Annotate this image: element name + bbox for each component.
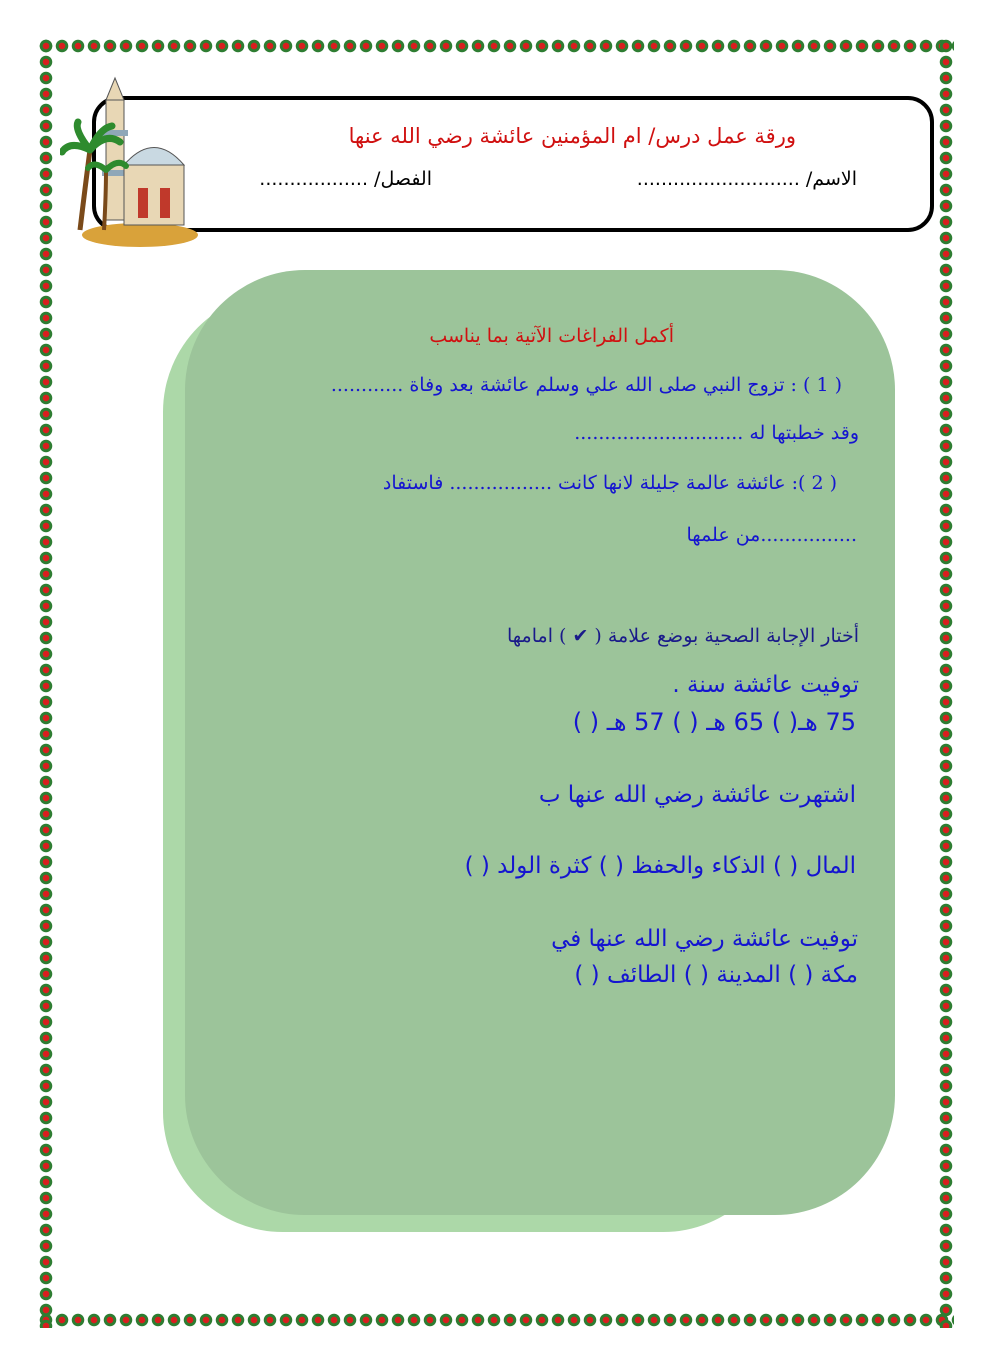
border-top [38,38,954,54]
header-box [92,96,934,232]
fill-question-1-line1: ( 1 ) : تزوج النبي صلى الله علي وسلم عائشة بعد وفاة ............ [330,374,842,396]
worksheet-title: ورقة عمل درس/ ام المؤمنين عائشة رضي الله عنها [348,124,796,148]
section1-heading: أكمل الفراغات الآتية بما يناسب [429,325,674,347]
content-panel [185,270,895,1215]
fill-question-1-line2: وقد خطبتها له ............................ [574,422,859,444]
choice-question-3: توفيت عائشة رضي الله عنها في [551,926,858,952]
choice-question-2-options: المال ( ) الذكاء والحفظ ( ) كثرة الولد ( ) [464,853,856,879]
name-field-label: الاسم/ ........................... [636,168,857,190]
section2-heading: أختار الإجابة الصحية بوضع علامة ( ✔ ) امامها [507,625,859,647]
choice-question-1: توفيت عائشة سنة . [672,672,859,698]
fill-question-2-line1: ( 2 ): عائشة عالمة جليلة لانها كانت ................. فاستفاد [382,472,837,494]
class-field-label: الفصل/ .................. [259,168,432,190]
mosque-icon [60,70,200,250]
fill-question-2-line2: ................من علمها [686,524,857,546]
choice-question-1-options: 75 هـ( ) 65 هـ ( ) 57 هـ ( ) [572,708,856,736]
border-bottom [38,1312,954,1328]
border-left [38,38,54,1328]
choice-question-3-options: مكة ( ) المدينة ( ) الطائف ( ) [574,962,858,988]
choice-question-2: اشتهرت عائشة رضي الله عنها ب [538,782,856,808]
border-right [938,38,954,1328]
